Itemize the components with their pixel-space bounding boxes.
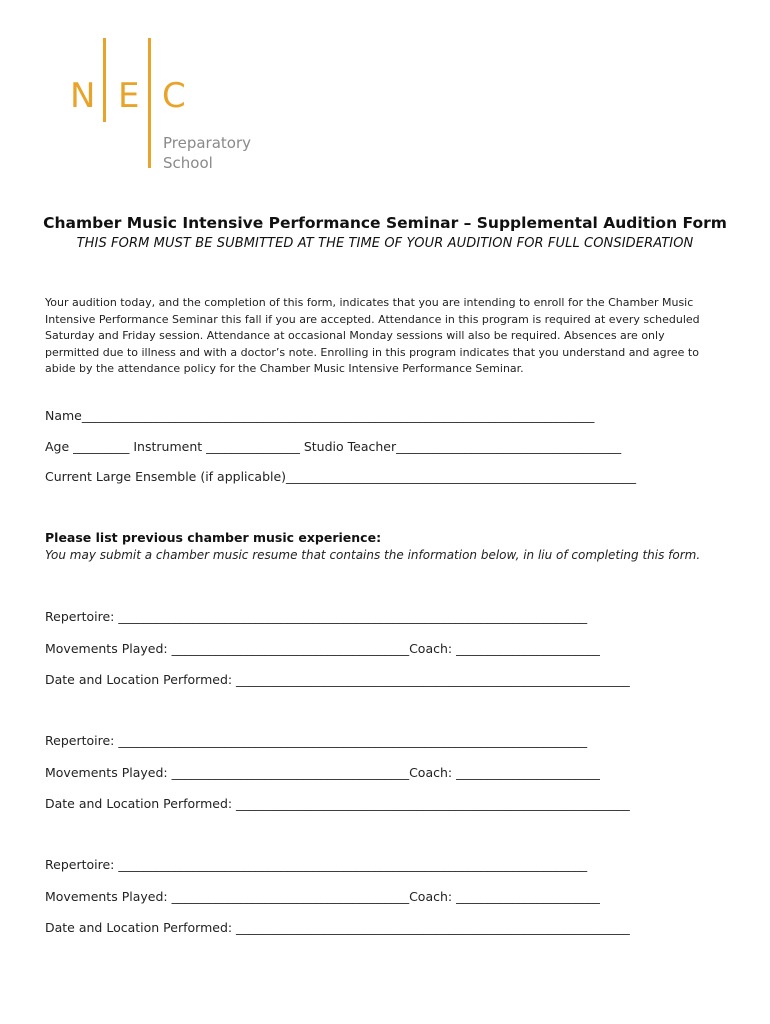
name-field[interactable]: Name__________________________________________________________________________________ bbox=[45, 408, 595, 423]
nec-logo bbox=[68, 36, 268, 176]
movements-coach-row[interactable]: Movements Played: ______________________________________Coach: _______________________ bbox=[45, 641, 600, 656]
logo-divider-1 bbox=[103, 38, 106, 122]
repertoire-field[interactable]: Repertoire: ___________________________________________________________________________ bbox=[45, 857, 588, 872]
form-title: Chamber Music Intensive Performance Seminar – Supplemental Audition Form bbox=[43, 214, 727, 232]
repertoire-field[interactable]: Repertoire: ___________________________________________________________________________ bbox=[45, 733, 588, 748]
logo-text-school: School bbox=[163, 154, 213, 172]
repertoire-field[interactable]: Repertoire: ___________________________________________________________________________ bbox=[45, 609, 588, 624]
logo-letter-c: C bbox=[162, 76, 186, 116]
experience-heading: Please list previous chamber music experience: bbox=[45, 530, 382, 545]
form-subtitle: THIS FORM MUST BE SUBMITTED AT THE TIME OF YOUR AUDITION FOR FULL CONSIDERATION bbox=[76, 236, 694, 251]
large-ensemble-field[interactable]: Current Large Ensemble (if applicable)________________________________________________________ bbox=[45, 469, 637, 484]
logo-letter-e: E bbox=[118, 76, 140, 116]
intro-line: Your audition today, and the completion of this form, indicates that you are intending to enroll for the Chamber Music bbox=[45, 296, 694, 309]
intro-paragraph bbox=[45, 295, 725, 378]
logo-text-preparatory: Preparatory bbox=[163, 134, 252, 152]
date-location-field[interactable]: Date and Location Performed: _______________________________________________________________ bbox=[45, 796, 630, 811]
intro-line: abide by the attendance policy for the Chamber Music Intensive Performance Seminar. bbox=[45, 362, 524, 375]
intro-line: permitted due to illness and with a doctor’s note. Enrolling in this program indicates that you understand and agree to bbox=[45, 345, 699, 359]
intro-line: Saturday and Friday session. Attendance at occasional Monday sessions will also be required. Absences are only bbox=[45, 329, 665, 342]
date-location-field[interactable]: Date and Location Performed: _______________________________________________________________ bbox=[45, 672, 630, 687]
logo-letter-n: N bbox=[70, 76, 96, 116]
age-instrument-teacher-row[interactable]: Age _________ Instrument _______________ Studio Teacher____________________________________ bbox=[45, 439, 622, 454]
intro-line: Intensive Performance Seminar this fall if you are accepted. Attendance in this program is required at every scheduled bbox=[45, 312, 700, 326]
date-location-field[interactable]: Date and Location Performed: _______________________________________________________________ bbox=[45, 920, 630, 935]
experience-note: You may submit a chamber music resume that contains the information below, in liu of completing this form. bbox=[45, 548, 701, 562]
movements-coach-row[interactable]: Movements Played: ______________________________________Coach: _______________________ bbox=[45, 765, 600, 780]
logo-divider-2 bbox=[148, 38, 151, 168]
movements-coach-row[interactable]: Movements Played: ______________________________________Coach: _______________________ bbox=[45, 889, 600, 904]
